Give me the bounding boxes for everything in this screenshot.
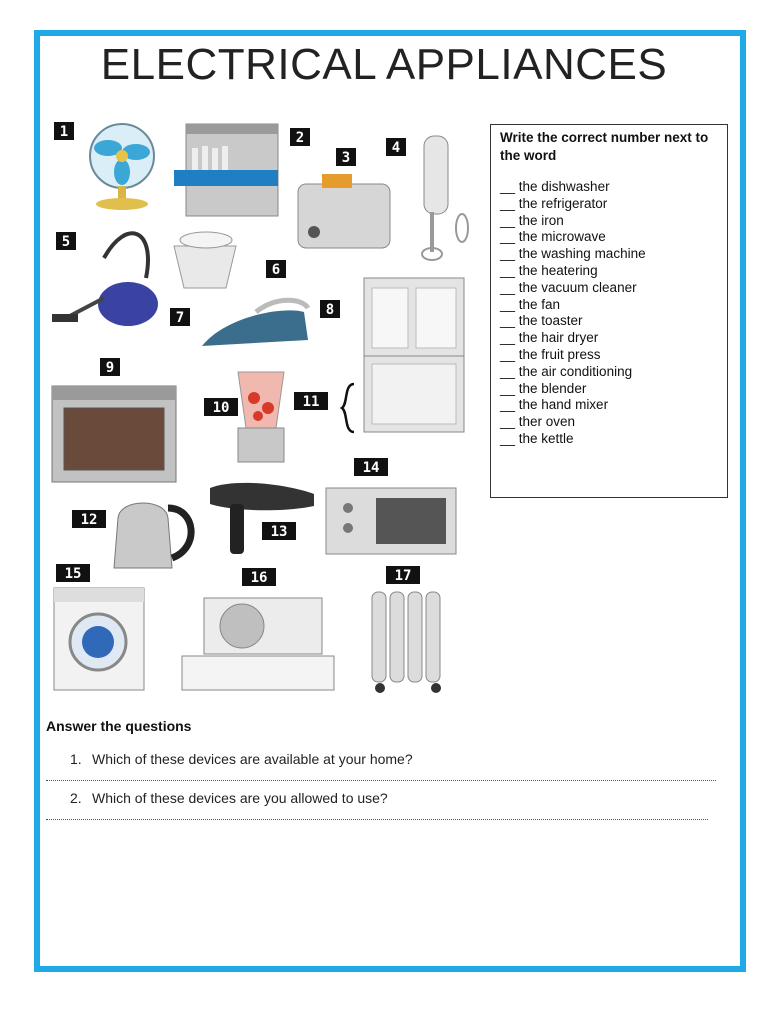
svg-text:5: 5	[61, 234, 71, 250]
number-label	[386, 138, 406, 156]
number-label	[204, 398, 238, 416]
svg-text:2: 2	[295, 130, 305, 146]
word-list-item: __ the kettle	[500, 430, 574, 446]
number-label	[354, 458, 388, 476]
question-2	[46, 789, 716, 807]
number-label	[336, 148, 356, 166]
number-label	[242, 568, 276, 586]
svg-text:11: 11	[302, 394, 320, 410]
fan-illustration	[90, 124, 154, 210]
svg-text:3: 3	[341, 150, 351, 166]
word-list-item: __ the dishwasher	[500, 179, 610, 194]
number-label	[54, 122, 74, 140]
word-list-item: __ the hair dryer	[500, 330, 599, 346]
word-list-item: __ the blender	[500, 380, 587, 396]
washing-machine-illustration	[54, 588, 144, 690]
word-list-item: __ the fan	[500, 296, 561, 312]
word-list-item: __ the iron	[500, 212, 564, 228]
hand-mixer-illustration	[422, 136, 468, 260]
question-text: Which of these devices are you allowed to use?	[92, 790, 388, 806]
svg-text:10: 10	[212, 400, 230, 416]
word-list-item: __ the fruit press	[500, 346, 601, 362]
number-label	[170, 308, 190, 326]
oven-illustration	[52, 386, 176, 482]
number-label	[294, 392, 328, 410]
blender-illustration	[238, 372, 284, 462]
svg-text:8: 8	[325, 302, 335, 318]
svg-text:7: 7	[175, 310, 185, 326]
number-label	[56, 232, 76, 250]
iron-illustration	[202, 300, 308, 346]
svg-text:1: 1	[59, 124, 69, 140]
word-list-heading: Write the correct number next to the word	[500, 130, 709, 163]
svg-text:16: 16	[250, 570, 268, 586]
svg-text:9: 9	[105, 360, 115, 376]
question-number: 2.	[70, 790, 82, 806]
word-list-item: __ the refrigerator	[500, 195, 608, 211]
heater-illustration	[372, 592, 441, 693]
word-list-item: __ the toaster	[500, 313, 583, 329]
word-list-item: __ the vacuum cleaner	[500, 279, 637, 295]
svg-text:14: 14	[362, 460, 380, 476]
fruit-press-illustration	[174, 232, 236, 288]
dishwasher-illustration	[174, 124, 278, 216]
question-1	[46, 750, 716, 768]
number-label	[72, 510, 106, 528]
word-list-item: __ the air conditioning	[500, 363, 633, 379]
microwave-illustration	[326, 488, 456, 554]
svg-text:6: 6	[271, 262, 281, 278]
answer-line-2[interactable]	[46, 807, 708, 820]
svg-text:17: 17	[394, 568, 412, 584]
questions-heading: Answer the questions	[46, 718, 192, 734]
brace-mark	[342, 384, 354, 432]
toaster-illustration	[298, 174, 390, 248]
word-list-item: __ the microwave	[500, 229, 606, 245]
number-label	[290, 128, 310, 146]
number-label	[262, 522, 296, 540]
svg-text:12: 12	[80, 512, 98, 528]
word-list-item: __ ther oven	[500, 414, 576, 430]
kettle-illustration	[114, 503, 191, 568]
svg-text:15: 15	[64, 566, 82, 582]
appliances-picture	[46, 108, 478, 702]
svg-text:13: 13	[270, 524, 288, 540]
word-list-item: __ the hand mixer	[500, 397, 609, 413]
svg-text:4: 4	[391, 140, 401, 156]
refrigerator-illustration	[364, 278, 464, 432]
answer-line-1[interactable]	[46, 768, 716, 781]
page-title: ELECTRICAL APPLIANCES	[100, 40, 668, 89]
number-label	[56, 564, 90, 582]
number-label	[386, 566, 420, 584]
word-list-item: __ the washing machine	[500, 246, 646, 262]
number-label	[320, 300, 340, 318]
air-conditioning-illustration	[182, 598, 334, 690]
question-number: 1.	[70, 751, 82, 767]
question-text: Which of these devices are available at your home?	[92, 751, 413, 767]
number-label	[100, 358, 120, 376]
word-list-item: __ the heatering	[500, 262, 598, 278]
word-list-box	[490, 124, 728, 498]
hair-dryer-illustration	[210, 483, 314, 554]
questions-section	[46, 718, 716, 828]
number-label	[266, 260, 286, 278]
